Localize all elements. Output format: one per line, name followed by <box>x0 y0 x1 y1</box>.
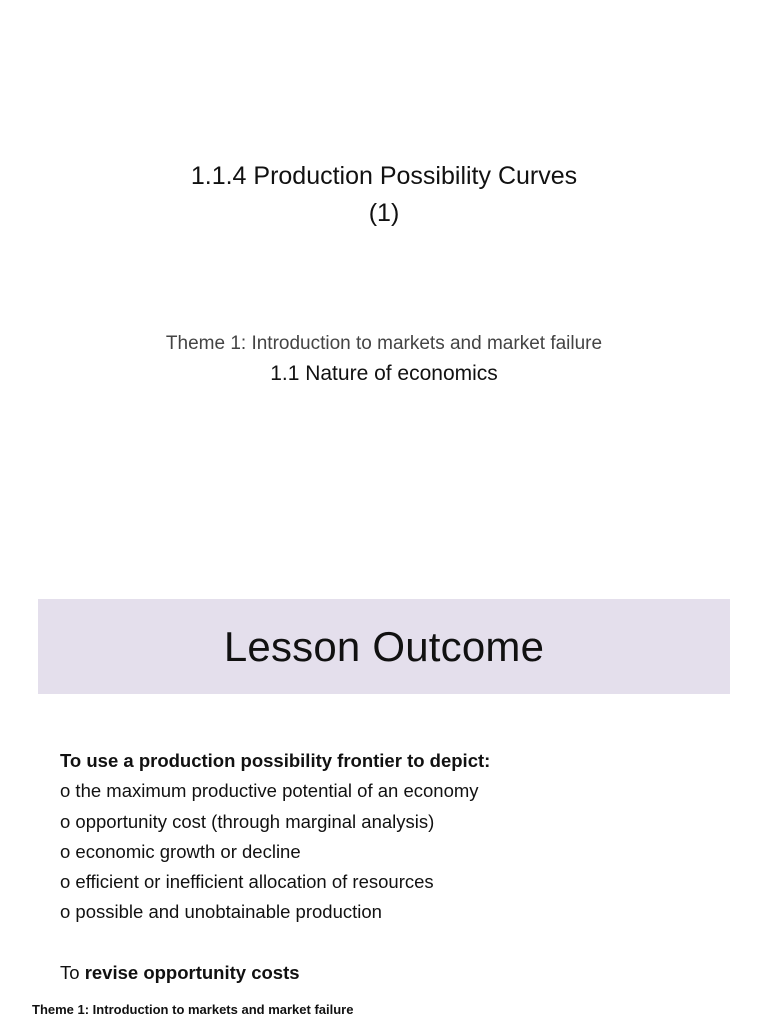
slide-footer: Theme 1: Introduction to markets and market failure <box>32 1002 354 1017</box>
list-item: o efficient or inefficient allocation of resources <box>60 871 434 893</box>
theme-label: Theme 1: Introduction to markets and market failure <box>165 333 603 354</box>
list-item: o the maximum productive potential of an economy <box>60 780 479 802</box>
slide-title-line-2: (1) <box>368 199 400 227</box>
revise-emphasis: revise opportunity costs <box>84 962 300 983</box>
list-item: o opportunity cost (through marginal analysis) <box>60 810 435 832</box>
list-item: o possible and unobtainable production <box>60 901 382 923</box>
lesson-outcome-intro: To use a production possibility frontier to depict: <box>60 750 491 771</box>
slide-title <box>0 158 768 232</box>
revise-prefix: To <box>60 962 85 983</box>
list-item: o economic growth or decline <box>60 840 301 862</box>
lesson-outcome-banner <box>38 599 730 694</box>
lesson-outcome-heading: Lesson Outcome <box>223 622 545 670</box>
lesson-outcome-list <box>60 746 720 928</box>
slide-title-line-1: 1.1.4 Production Possibility Curves <box>190 162 578 190</box>
slide-subtitle: 1.1 Nature of economics <box>270 362 498 385</box>
revise-line <box>60 959 300 987</box>
